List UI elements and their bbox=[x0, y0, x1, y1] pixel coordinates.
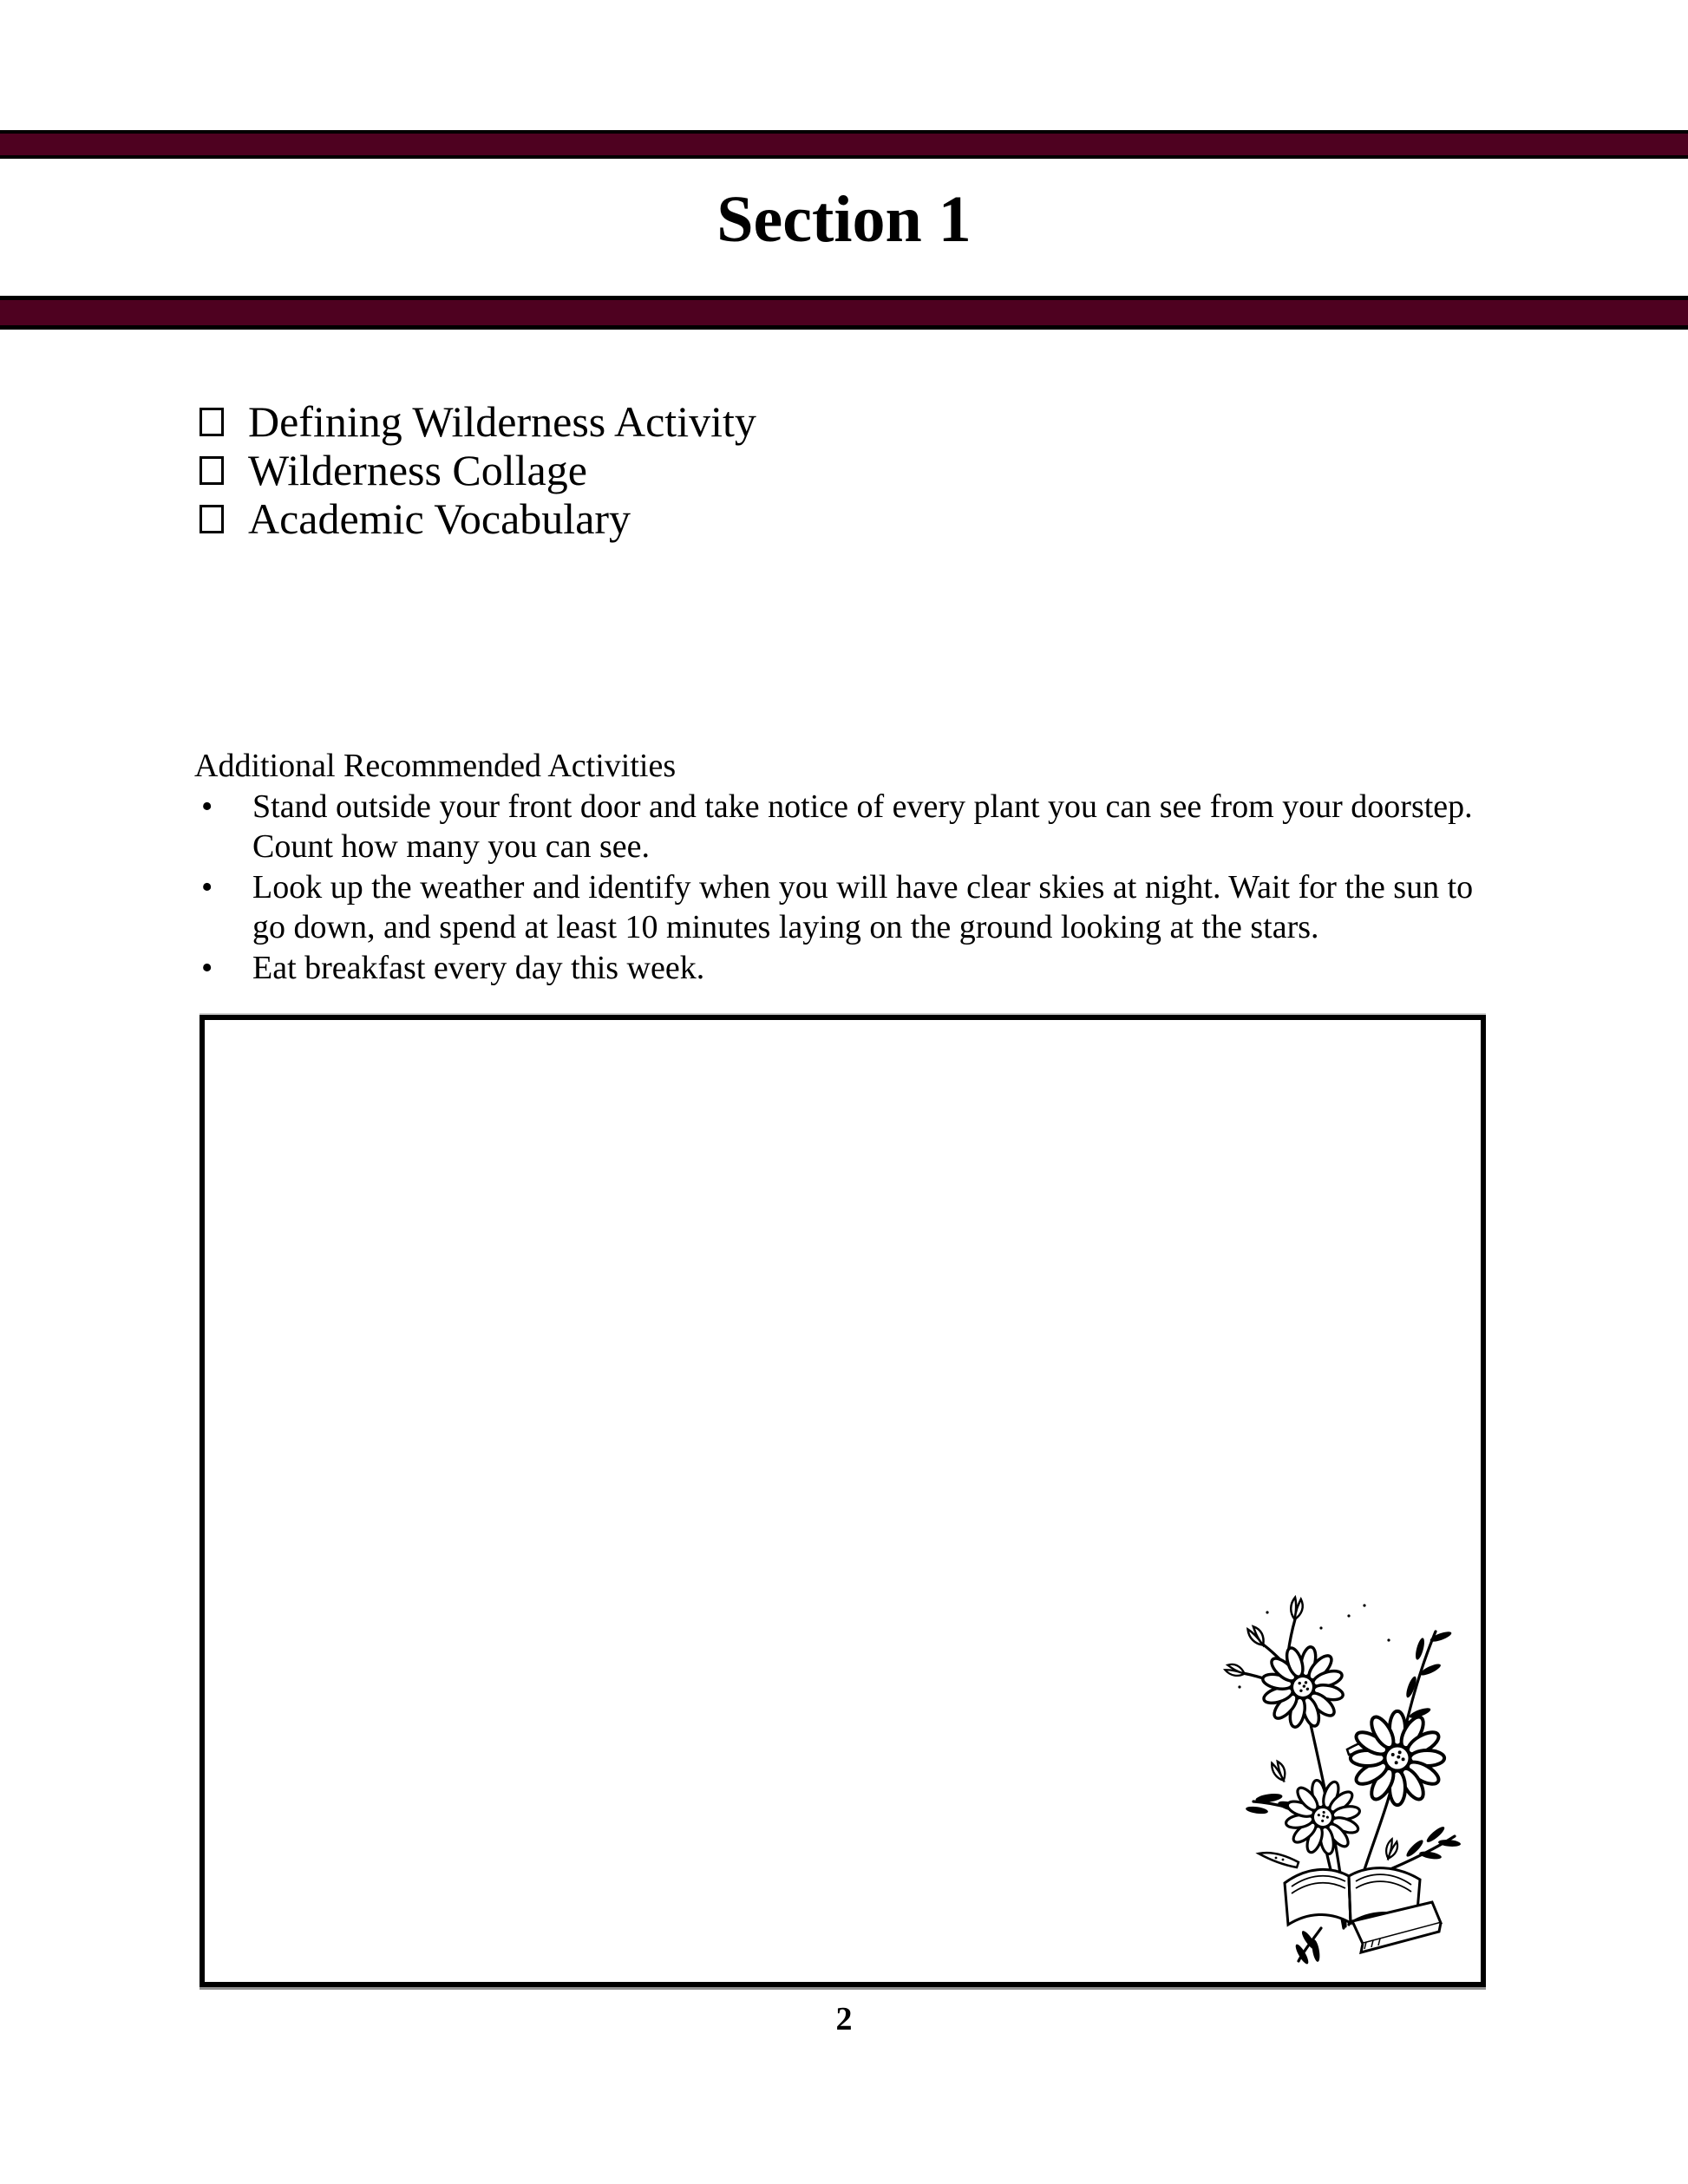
recommended-activities-section bbox=[194, 746, 1513, 988]
checkbox-academic-vocabulary[interactable] bbox=[200, 505, 224, 533]
checkbox-wilderness-collage[interactable] bbox=[200, 456, 224, 485]
checkbox-defining-wilderness[interactable] bbox=[200, 408, 224, 436]
daisies-book-illustration bbox=[1219, 1583, 1475, 1965]
activities-heading: Additional Recommended Activities bbox=[194, 748, 677, 784]
checklist-item-label: Defining Wilderness Activity bbox=[248, 397, 756, 446]
activity-item: • Stand outside your front door and take notice of every plant you can see from your doorstep. Count how many you can see. bbox=[194, 787, 1495, 867]
page-number: 2 bbox=[835, 2001, 853, 2037]
activity-item: • Eat breakfast every day this week. bbox=[194, 948, 1495, 989]
checklist bbox=[200, 397, 756, 543]
maroon-divider-bottom bbox=[0, 296, 1688, 330]
maroon-divider-top bbox=[0, 130, 1688, 159]
drawing-box bbox=[200, 1015, 1486, 1987]
activity-item: • Look up the weather and identify when you will have clear skies at night. Wait for the sun to go down, and spend at least 10 minutes laying on the ground looking at the stars. bbox=[194, 867, 1495, 948]
checklist-item bbox=[200, 446, 756, 494]
checklist-item bbox=[200, 494, 756, 543]
activities-list bbox=[194, 787, 1513, 989]
checklist-item-label: Wilderness Collage bbox=[248, 446, 587, 494]
section-title: Section 1 bbox=[716, 183, 972, 256]
checklist-item-label: Academic Vocabulary bbox=[248, 494, 631, 543]
checklist-item bbox=[200, 397, 756, 446]
